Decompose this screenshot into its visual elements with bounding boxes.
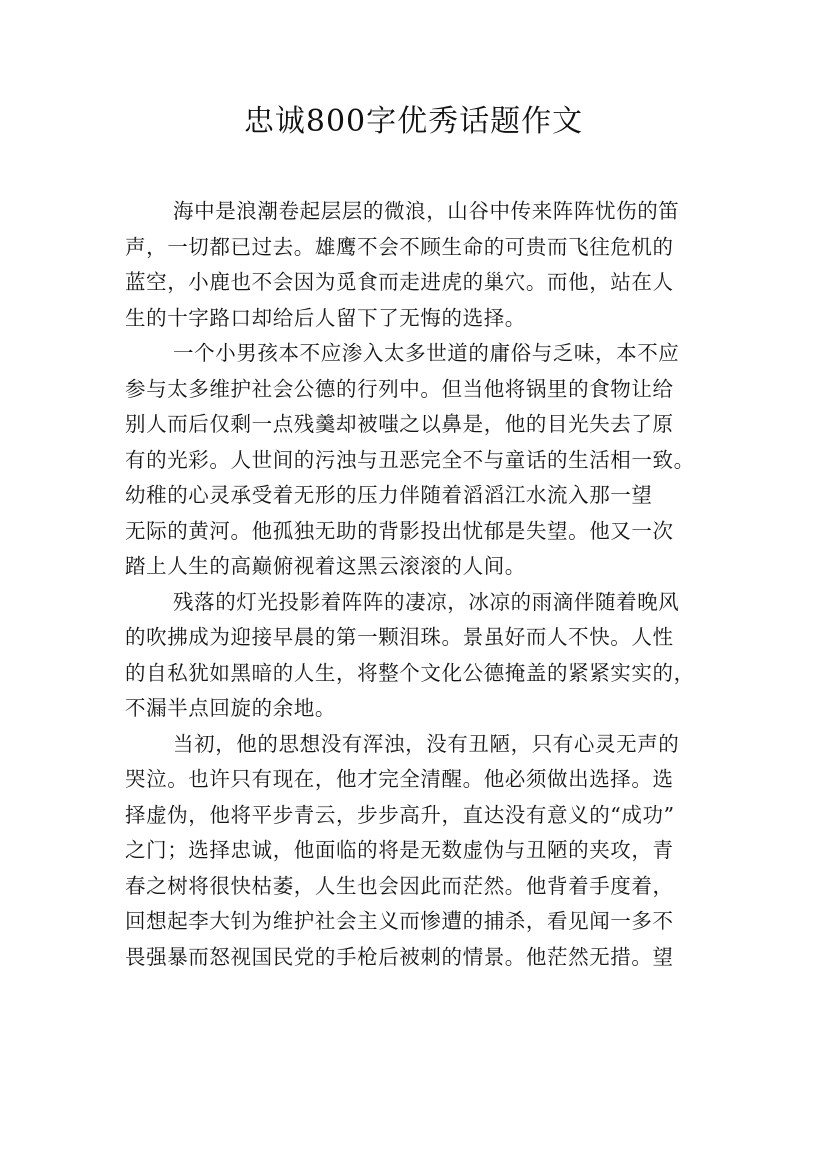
paragraph-4-line-3: 择虚伪，他将平步青云，步步高升，直达没有意义的“成功” <box>125 802 675 827</box>
paragraph-1-line-2: 声，一切都已过去。雄鹰不会不顾生命的可贵而飞往危机的 <box>125 234 674 259</box>
paragraph-2-line-1: 一个小男孩本不应渗入太多世道的庸俗与乏味，本不应 <box>173 341 680 365</box>
paragraph-4-line-6: 回想起李大钊为维护社会主义而惨遭的捕杀，看见闻一多不 <box>125 909 674 933</box>
paragraph-3-line-4: 不漏半点回旋的余地。 <box>125 696 336 720</box>
paragraph-1-line-1: 海中是浪潮卷起层层的微浪，山谷中传来阵阵忧伤的笛 <box>173 199 680 223</box>
paragraph-2-line-2: 参与太多维护社会公德的行列中。但当他将锅里的食物让给 <box>125 376 674 401</box>
paragraph-3-line-3: 的自私犹如黑暗的人生，将整个文化公德掩盖的紧紧实实的， <box>125 660 695 685</box>
paragraph-4-line-2: 哭泣。也许只有现在，他才完全清醒。他必须做出选择。选 <box>125 767 674 791</box>
paragraph-3-line-1: 残落的灯光投影着阵阵的凄凉，冰凉的雨滴伴随着晚风 <box>173 589 680 614</box>
paragraph-4-line-1: 当初，他的思想没有浑浊，没有丑陋，只有心灵无声的 <box>173 731 680 756</box>
paragraph-2-line-6: 无际的黄河。他孤独无助的背影投出忧郁是失望。他又一次 <box>125 518 674 543</box>
essay-body <box>125 194 715 975</box>
paragraph-1-line-3: 蓝空，小鹿也不会因为觅食而走进虎的巢穴。而他，站在人 <box>125 270 674 294</box>
paragraph-2-line-3: 别人而后仅剩一点残羹却被嗤之以鼻是，他的目光失去了原 <box>125 412 674 436</box>
paragraph-4-line-4: 之门；选择忠诚，他面临的将是无数虚伪与丑陋的夹攻，青 <box>125 838 674 862</box>
paragraph-2-line-5: 幼稚的心灵承受着无形的压力伴随着滔滔江水流入那一望 <box>125 483 653 507</box>
paragraph-4-line-5: 春之树将很快枯萎，人生也会因此而茫然。他背着手度着， <box>125 873 674 898</box>
paragraph-2-line-4: 有的光彩。人世间的污浊与丑恶完全不与童话的生活相一致。 <box>125 447 695 472</box>
paragraph-1-line-4: 生的十字路口却给后人留下了无悔的选择。 <box>125 305 526 330</box>
paragraph-3-line-2: 的吹拂成为迎接早晨的第一颗泪珠。景虽好而人不快。人性 <box>125 625 674 649</box>
document-title: 忠诚800字优秀话题作文 <box>243 104 584 139</box>
paragraph-4-line-7: 畏强暴而怒视国民党的手枪后被刺的情景。他茫然无措。望 <box>125 944 674 969</box>
paragraph-2-line-7: 踏上人生的高巅俯视着这黑云滚滚的人间。 <box>125 554 526 578</box>
